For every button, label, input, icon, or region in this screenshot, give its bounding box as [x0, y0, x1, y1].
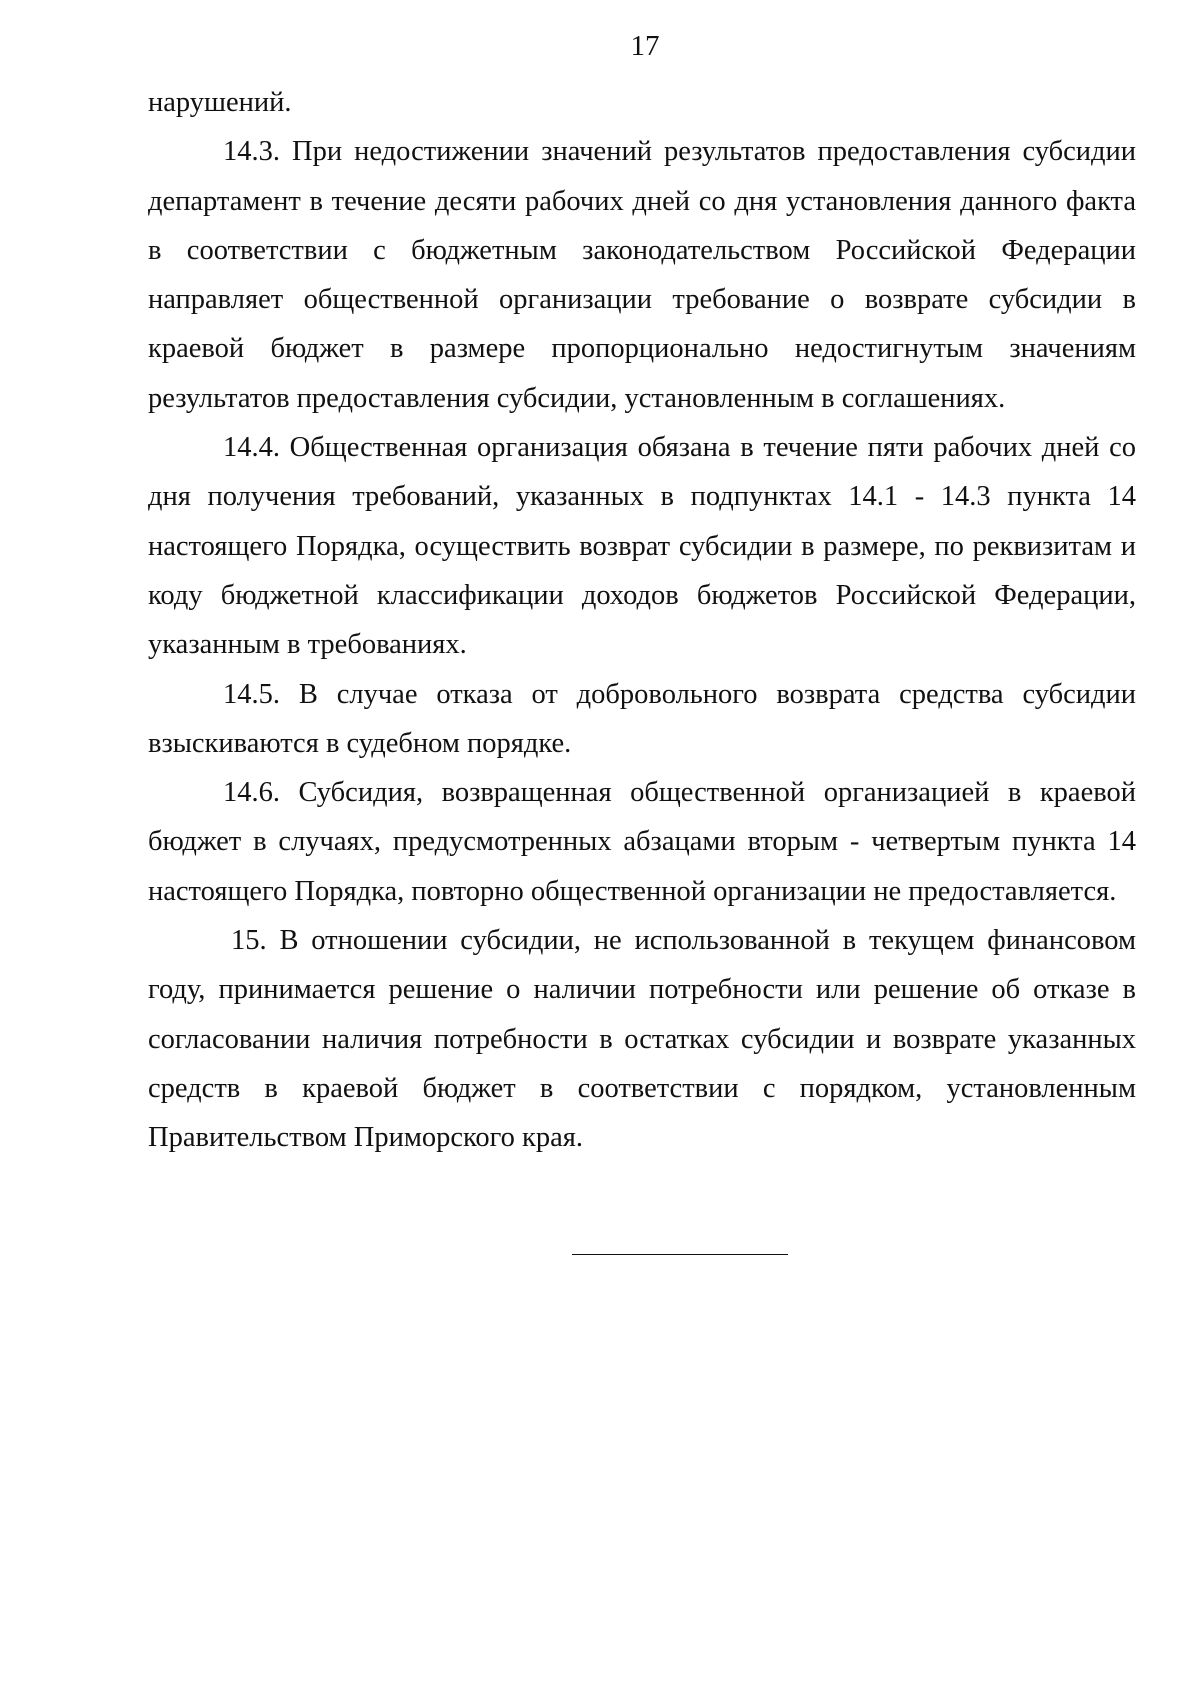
paragraph-14-5: 14.5. В случае отказа от добровольного возврата средства субсидии взыскиваются в судебном порядке.: [148, 678, 1136, 759]
paragraph-14-4: 14.4. Общественная организация обязана в течение пяти рабочих дней со дня получения требований, указанных в подпунктах 14.1 - 14.3 пункта 14 настоящего Порядка, осуществить возврат субсидии в размере, по реквизитам и коду бюджетной классификации доходов бюджетов Российской Федерации, указанным в требованиях.: [148, 432, 1136, 661]
end-of-document-rule: [572, 1254, 788, 1255]
paragraph-14-6: 14.6. Субсидия, возвращенная общественной организацией в краевой бюджет в случаях, предусмотренных абзацами вторым - четвертым пункта 14 настоящего Порядка, повторно общественной организации не предоставляется.: [148, 777, 1136, 907]
paragraph-continuation: нарушений.: [148, 87, 292, 118]
paragraph-15: 15. В отношении субсидии, не использованной в текущем финансовом году, принимается решение о наличии потребности или решение об отказе в согласовании наличия потребности в остатках субсидии и возврате указанных средств в краевой бюджет в соответствии с порядком, установленным Правительством Приморского края.: [148, 925, 1136, 1154]
page-number: 17: [630, 30, 660, 62]
document-body: [148, 78, 1136, 1163]
paragraph-14-3: 14.3. При недостижении значений результатов предоставления субсидии департамент в течение десяти рабочих дней со дня установления данного факта в соответствии с бюджетным законодательством Российской Федерации направляет общественной организации требование о возврате субсидии в краевой бюджет в размере пропорционально недостигнутым значениям результатов предоставления субсидии, установленным в соглашениях.: [148, 136, 1136, 414]
